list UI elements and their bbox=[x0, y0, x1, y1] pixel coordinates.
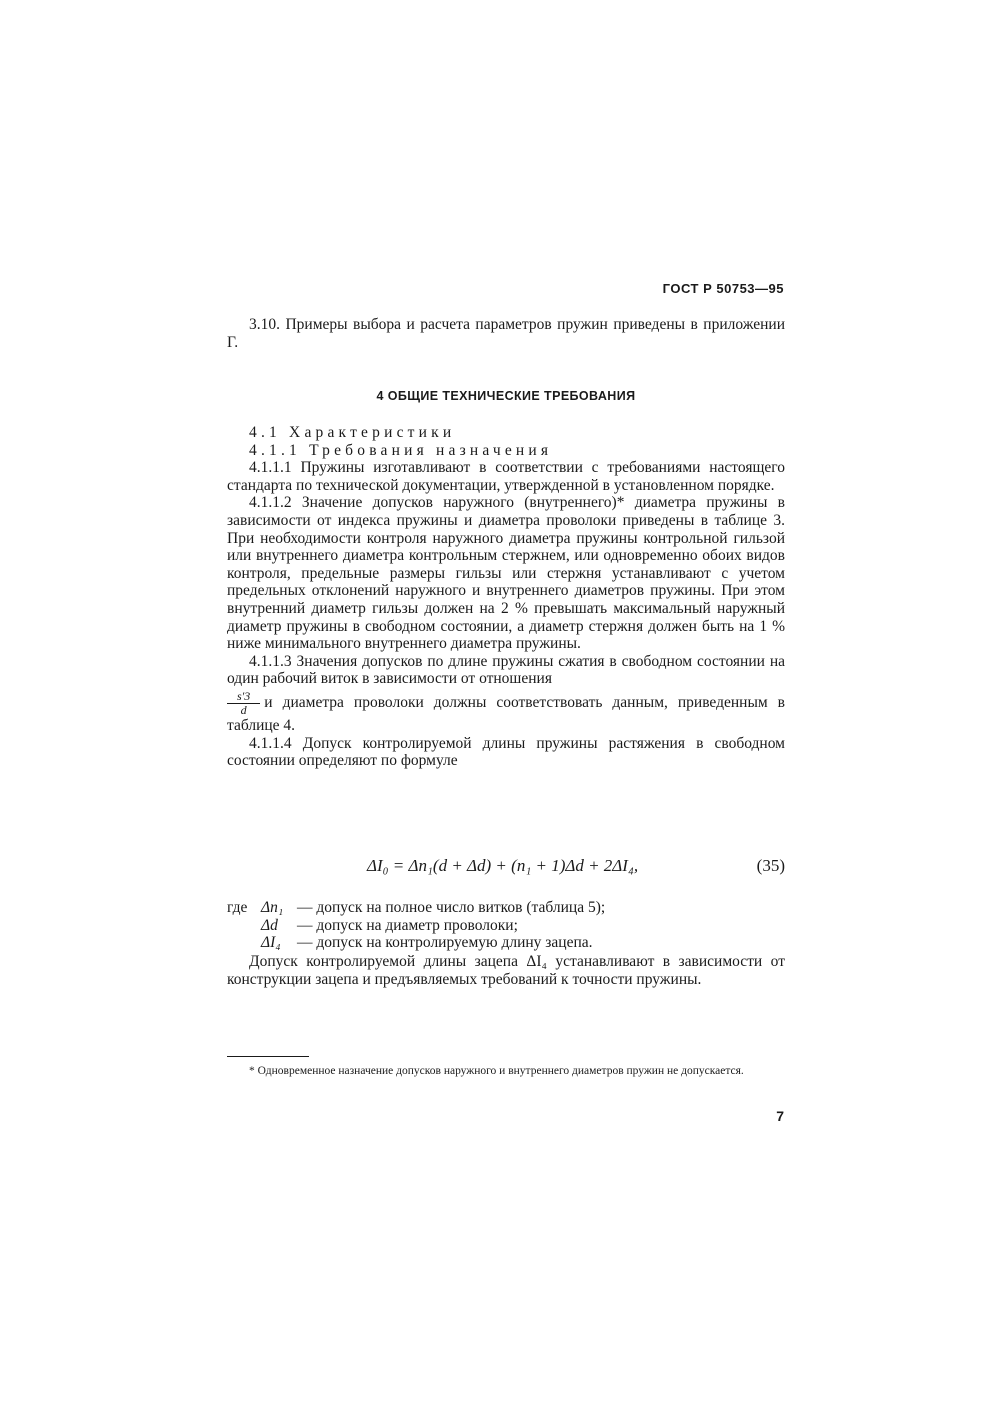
paragraph-4-1-1-2: 4.1.1.2 Значение допусков наружного (внутреннего)* диаметра пружины в зависимости от индекса пружины и диаметра проволоки приведены в таблице 3. При необходимости контроля наружного диаметра пружины контрольной гильзой или внутреннего диаметра контрольным стержнем, или одновременно обоих видов контроля, предельные размеры гильзы или стержня устанавливают с учетом предельных отклонений наружного и внутреннего диаметров пружины. При этом внутренний диаметр гильзы должен на 2 % превышать максимальный наружный диаметр пружины в свободном состоянии, а диаметр стержня должен быть на 1 % ниже минимального внутреннего диаметра пружины. bbox=[227, 494, 785, 653]
section-4-body bbox=[227, 424, 785, 770]
formula-35 bbox=[227, 856, 785, 878]
section-title: 4 ОБЩИЕ ТЕХНИЧЕСКИЕ ТРЕБОВАНИЯ bbox=[376, 389, 636, 403]
ratio-fraction bbox=[227, 690, 260, 717]
footnote-text: * Одновременное назначение допусков наружного и внутреннего диаметров пружин не допускается. bbox=[249, 1065, 744, 1077]
paragraph-hook-tolerance-text: Допуск контролируемой длины зацепа ΔI₄ устанавливают в зависимости от конструкции зацепа и предъявляемых требований к точности пружины. bbox=[227, 953, 785, 988]
definition-symbol: ΔI₄ bbox=[261, 934, 281, 952]
definition-lead bbox=[227, 917, 261, 935]
definition-text: — допуск на контролируемую длину зацепа. bbox=[297, 934, 593, 952]
formula-expression: ΔI₀ = Δn₁(d + Δd) + (n₁ + 1)Δd + 2ΔI₄, bbox=[367, 856, 639, 875]
definition-row bbox=[227, 917, 785, 935]
subsection-4-1-1: 4.1.1 Требования назначения bbox=[249, 441, 553, 459]
standard-header: ГОСТ Р 50753—95 bbox=[662, 281, 784, 296]
subsection-4-1: 4.1 Характеристики bbox=[249, 424, 456, 441]
formula-number: (35) bbox=[756, 856, 785, 875]
page-number: 7 bbox=[776, 1108, 784, 1124]
formula-definitions bbox=[227, 899, 785, 952]
paragraph-4-1-1-3-b bbox=[227, 690, 785, 735]
footnote-divider bbox=[227, 1056, 309, 1057]
paragraph-hook-tolerance bbox=[227, 953, 785, 988]
definition-text: — допуск на полное число витков (таблица 5); bbox=[297, 899, 606, 916]
paragraph-4-1-1-4: 4.1.1.4 Допуск контролируемой длины пружины растяжения в свободном состоянии определяют по формуле bbox=[227, 734, 785, 770]
fraction-denominator: d bbox=[240, 702, 247, 717]
fraction-numerator: s′3 bbox=[227, 690, 260, 704]
paragraph-4-1-1-1: 4.1.1.1 Пружины изготавливают в соответствии с требованиями настоящего стандарта по технической документации, утвержденной в установленном порядке. bbox=[227, 459, 785, 494]
definition-row bbox=[227, 934, 785, 952]
definition-row bbox=[227, 899, 785, 917]
definition-symbol: Δn₁ bbox=[261, 899, 284, 916]
paragraph-3-10 bbox=[227, 316, 785, 351]
paragraph-4-1-1-3-a: 4.1.1.3 Значения допусков по длине пружины сжатия в свободном состоянии на один рабочий виток в зависимости от отношения bbox=[227, 652, 785, 688]
definition-text: — допуск на диаметр проволоки; bbox=[297, 916, 518, 934]
paragraph-3-10-text: 3.10. Примеры выбора и расчета параметров пружин приведены в приложении Г. bbox=[227, 316, 785, 351]
definition-lead: где bbox=[227, 899, 248, 916]
footnote bbox=[227, 1064, 785, 1079]
definition-lead bbox=[227, 934, 261, 952]
paragraph-4-1-1-3-b-text: и диаметра проволоки должны соответствовать данным, приведенным в таблице 4. bbox=[227, 693, 785, 734]
definition-symbol: Δd bbox=[261, 916, 278, 934]
